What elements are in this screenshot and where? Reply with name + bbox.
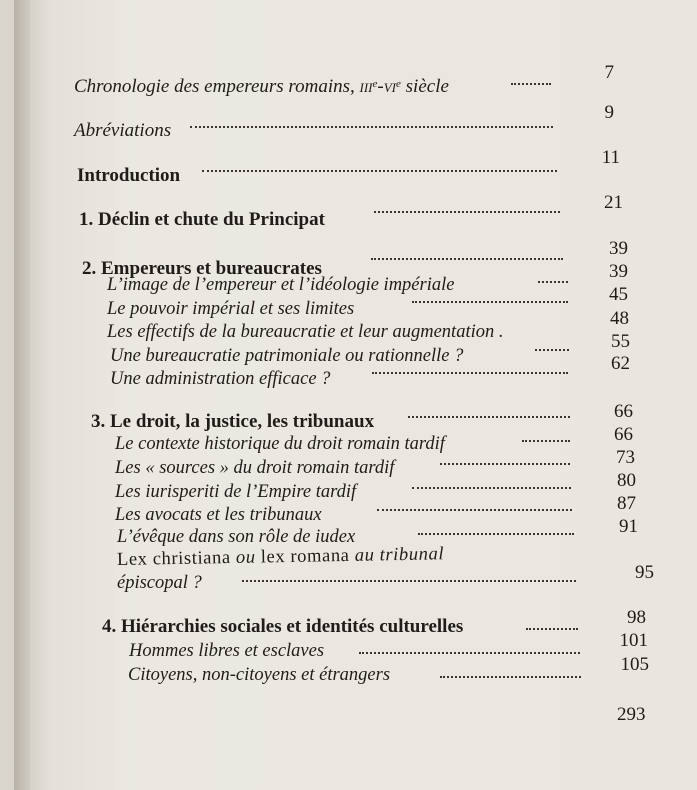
toc-page-number: 9 (604, 102, 614, 123)
toc-page-number: 101 (619, 630, 648, 651)
toc-section: Les « sources » du droit romain tardif (115, 458, 395, 478)
toc-page-number: 55 (611, 331, 630, 352)
toc-page-number: 73 (616, 447, 635, 468)
toc-page-number: 39 (609, 261, 628, 282)
leader-dots (412, 299, 568, 303)
leader-dots (371, 256, 563, 260)
leader-dots (359, 650, 580, 654)
leader-dots (440, 674, 581, 678)
toc-page-number: 98 (627, 607, 646, 628)
toc-page-number: 91 (619, 516, 638, 537)
toc-page-number: 80 (617, 470, 636, 491)
leader-dots (374, 209, 560, 213)
toc-page-number: 48 (610, 308, 629, 329)
toc-page-number: 87 (617, 493, 636, 514)
toc-section: L’image de l’empereur et l’idéologie impériale (107, 275, 455, 295)
leader-dots (522, 438, 570, 442)
toc-section: Une administration efficace ? (110, 369, 331, 389)
toc-entry-chronologie: Chronologie des empereurs romains, $iii^e-vi^e$ siècle (74, 76, 449, 97)
toc-page-number: 66 (614, 401, 633, 422)
toc-chapter-1: 1. Déclin et chute du Principat (79, 209, 325, 230)
toc-section: Les iurisperiti de l’Empire tardif (115, 482, 357, 502)
leader-dots (511, 81, 551, 85)
toc-entry-abreviations: Abréviations (74, 120, 172, 141)
toc-section: Lex christiana ou lex romana au tribunal (116, 544, 445, 570)
toc-section: L’évêque dans son rôle de iudex (117, 527, 356, 547)
toc-chapter-2: 2. Empereurs et bureaucrates (82, 258, 322, 279)
toc-page-number: 7 (604, 62, 614, 83)
toc-page-number: 95 (635, 562, 654, 583)
toc-section: Les effectifs de la bureaucratie et leur augmentation . (107, 322, 504, 342)
toc-section: Les avocats et les tribunaux (115, 505, 322, 525)
leader-dots (535, 347, 569, 351)
toc-page-number: 11 (601, 147, 620, 168)
toc-section: Citoyens, non-citoyens et étrangers (128, 665, 391, 685)
toc-page-number: 105 (620, 654, 649, 675)
toc-section: Une bureaucratie patrimoniale ou rationnelle ? (110, 346, 464, 366)
leader-dots (242, 578, 576, 582)
toc-chapter-4: 4. Hiérarchies sociales et identités culturelles (102, 616, 464, 637)
leader-dots (190, 124, 553, 128)
page-spine-shadow (14, 0, 30, 790)
leader-dots (526, 626, 578, 630)
toc-section: Le contexte historique du droit romain tardif (115, 434, 445, 454)
toc-entry-introduction: Introduction (77, 165, 181, 186)
toc-section: Le pouvoir impérial et ses limites (107, 299, 355, 319)
leader-dots (418, 531, 574, 535)
leader-dots (538, 279, 568, 283)
toc-page-number: 62 (611, 353, 630, 374)
toc-page-number: 45 (609, 284, 628, 305)
leader-dots (202, 168, 557, 172)
toc-chapter-3: 3. Le droit, la justice, les tribunaux (91, 411, 375, 432)
page-folio-number: 293 (617, 704, 646, 725)
leader-dots (372, 370, 568, 374)
leader-dots (377, 507, 572, 511)
leader-dots (412, 485, 571, 489)
toc-page-number: 39 (609, 238, 628, 259)
toc-section-continued: épiscopal ? (117, 573, 202, 593)
toc-page-number: 66 (614, 424, 633, 445)
toc-page-number: 21 (604, 192, 623, 213)
toc-section: Hommes libres et esclaves (129, 641, 325, 661)
leader-dots (440, 461, 570, 465)
leader-dots (408, 414, 570, 418)
book-page (14, 0, 697, 790)
